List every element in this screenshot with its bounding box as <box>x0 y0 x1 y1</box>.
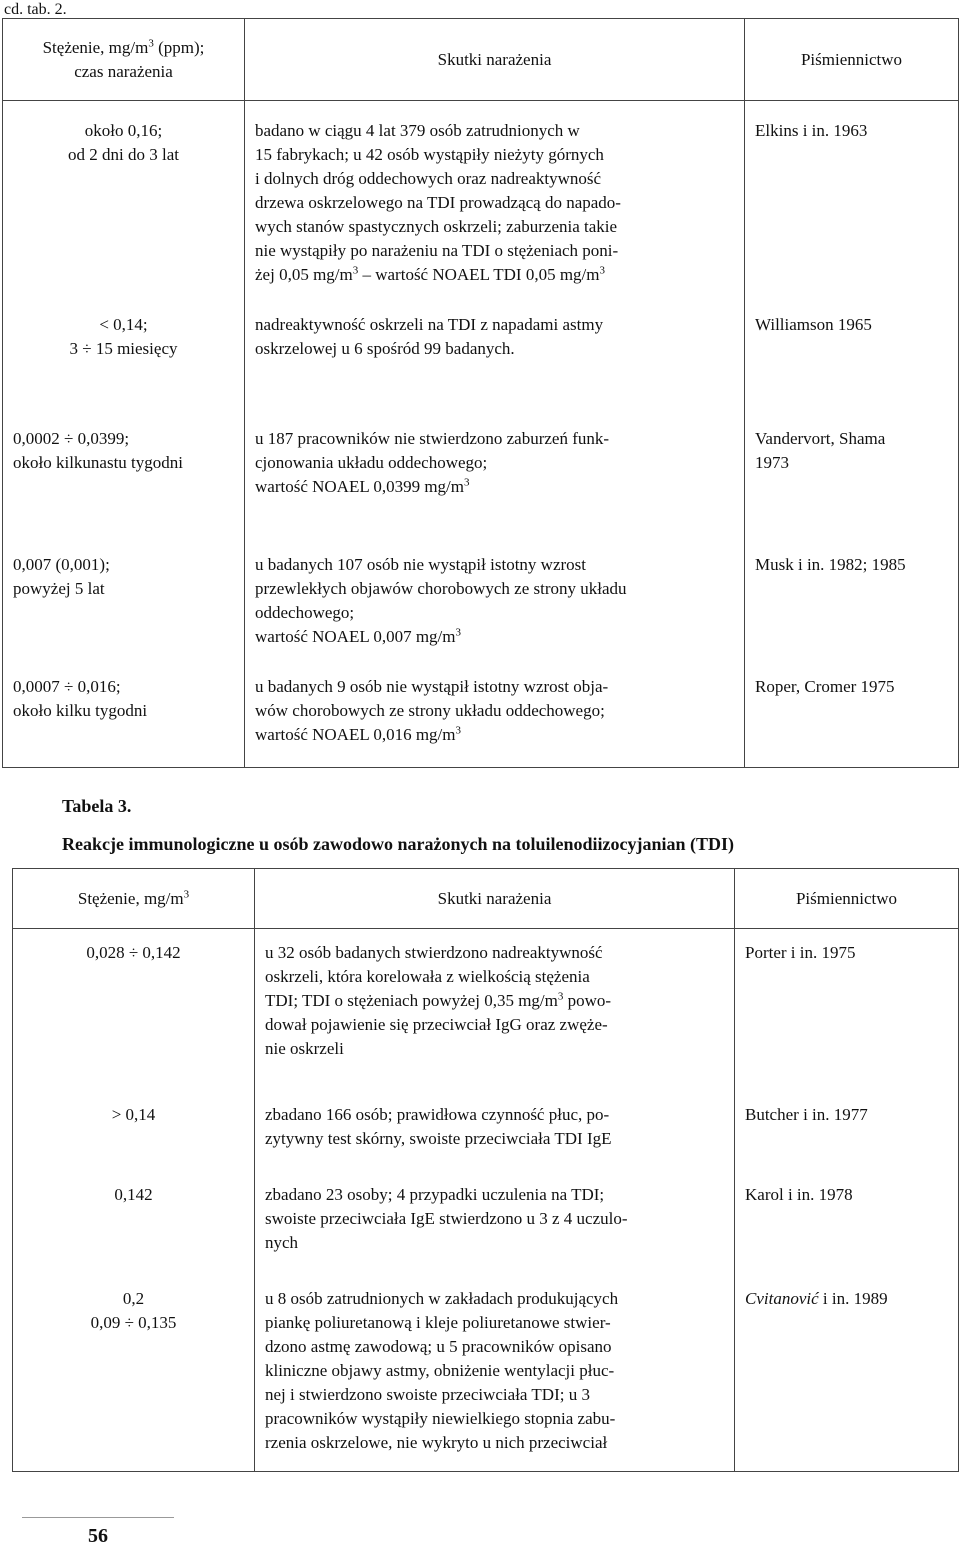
effect-cell: u 32 osób badanych stwierdzono nadreaktywność oskrzeli, która korelowała z wielkością stężenia TDI; TDI o stężeniach powyżej 0,35 $mg/m^3$ powo- dował pojawienie się przeciwciał IgG oraz zwęże- nie oskrzeli <box>255 929 735 1101</box>
table-3-label: Tabela 3. <box>62 796 132 816</box>
effect-cell: zbadano 23 osoby; 4 przypadki uczulenia na TDI; swoiste przeciwciała IgE stwierdzono u 3 z 4 uczulo- nych <box>255 1179 735 1283</box>
table-2-header <box>3 19 959 101</box>
concentration-cell: 0,142 <box>114 1184 153 1204</box>
table-row <box>13 1179 959 1283</box>
concentration-cell: 0,028 ÷ 0,142 <box>86 943 181 962</box>
concentration-cell: 0,2 0,09 ÷ 0,135 <box>90 1288 177 1332</box>
concentration-cell: 0,0007 ÷ 0,016; około kilku tygodni <box>13 676 148 720</box>
table-2-continued <box>2 18 959 768</box>
reference-cell: Karol i in. 1978 <box>735 1179 959 1283</box>
effect-cell: u badanych 107 osób nie wystąpił istotny wzrost przewlekłych objawów chorobowych ze strony układu oddechowego; wartość NOAEL 0,007 $mg/m^3$ <box>245 545 745 667</box>
header-concentration: Stężenie, $mg/m^3$ <box>13 869 255 929</box>
reference-cell: Cvitanović i in. 1989 <box>735 1283 959 1472</box>
table-row <box>3 297 959 415</box>
continuation-label: cd. tab. 2. <box>4 1 67 18</box>
reference-cell: Roper, Cromer 1975 <box>745 667 959 768</box>
table-3 <box>12 868 959 1472</box>
header-references: Piśmiennictwo <box>745 19 959 101</box>
table-row <box>13 1283 959 1472</box>
table-row <box>3 415 959 545</box>
effect-cell: u badanych 9 osób nie wystąpił istotny wzrost obja- wów chorobowych ze strony układu oddechowego; wartość NOAEL 0,016 $mg/m^3$ <box>245 667 745 768</box>
concentration-cell: < 0,14; 3 ÷ 15 miesięcy <box>69 314 178 358</box>
footer-rule <box>22 1517 174 1518</box>
table-row <box>13 1101 959 1179</box>
reference-cell: Porter i in. 1975 <box>735 929 959 1101</box>
table-row <box>3 101 959 297</box>
concentration-cell: 0,0002 ÷ 0,0399; około kilkunastu tygodni <box>13 428 183 472</box>
table-3-title: Reakcje immunologiczne u osób zawodowo narażonych na toluilenodiizocyjanian (TDI) <box>62 834 735 854</box>
effect-cell: zbadano 166 osób; prawidłowa czynność płuc, po- zytywny test skórny, swoiste przeciwciała TDI IgE <box>255 1101 735 1179</box>
reference-cell: Williamson 1965 <box>745 297 959 415</box>
concentration-cell: > 0,14 <box>111 1104 156 1124</box>
header-effects: Skutki narażenia <box>245 19 745 101</box>
header-effects: Skutki narażenia <box>255 869 735 929</box>
reference-cell: Butcher i in. 1977 <box>735 1101 959 1179</box>
reference-cell: Elkins i in. 1963 <box>745 101 959 297</box>
table-row <box>3 667 959 768</box>
table-row <box>3 545 959 667</box>
table-row <box>13 929 959 1101</box>
effect-cell: badano w ciągu 4 lat 379 osób zatrudnionych w 15 fabrykach; u 42 osób wystąpiły nieżyty górnych i dolnych dróg oddechowych oraz nadreaktywność drzewa oskrzelowego na TDI prowadzącą do napado- wych stanów spastycznych oskrzeli; zaburzenia takie nie wystąpiły po narażeniu na TDI o stężeniach poni- żej 0,05 $mg/m^3$ – wartość NOAEL TDI 0,05 $mg/m^3$ <box>245 101 745 297</box>
page-number: 56 <box>88 1525 108 1547</box>
reference-cell: Vandervort, Shama 1973 <box>745 415 959 545</box>
concentration-cell: 0,007 (0,001); powyżej 5 lat <box>13 554 110 598</box>
effect-cell: nadreaktywność oskrzeli na TDI z napadami astmy oskrzelowej u 6 spośród 99 badanych. <box>245 297 745 415</box>
header-concentration-time: Stężenie, $mg/m^3$ (ppm); czas narażenia <box>3 19 245 101</box>
header-references: Piśmiennictwo <box>735 869 959 929</box>
table-3-header <box>13 869 959 929</box>
effect-cell: u 187 pracowników nie stwierdzono zaburzeń funk- cjonowania układu oddechowego; wartość NOAEL 0,0399 $mg/m^3$ <box>245 415 745 545</box>
reference-cell: Musk i in. 1982; 1985 <box>745 545 959 667</box>
effect-cell: u 8 osób zatrudnionych w zakładach produkujących piankę poliuretanową i kleje poliuretanowe stwier- dzono astmę zawodową; u 5 pracowników opisano kliniczne objawy astmy, obniżenie wentylacji płuc- nej i stwierdzono swoiste przeciwciała TDI; u 3 pracowników wystąpiły niewielkiego stopnia zabu- rzenia oskrzelowe, nie wykryto u nich przeciwciał <box>255 1283 735 1472</box>
concentration-cell: około 0,16; od 2 dni do 3 lat <box>68 121 179 164</box>
